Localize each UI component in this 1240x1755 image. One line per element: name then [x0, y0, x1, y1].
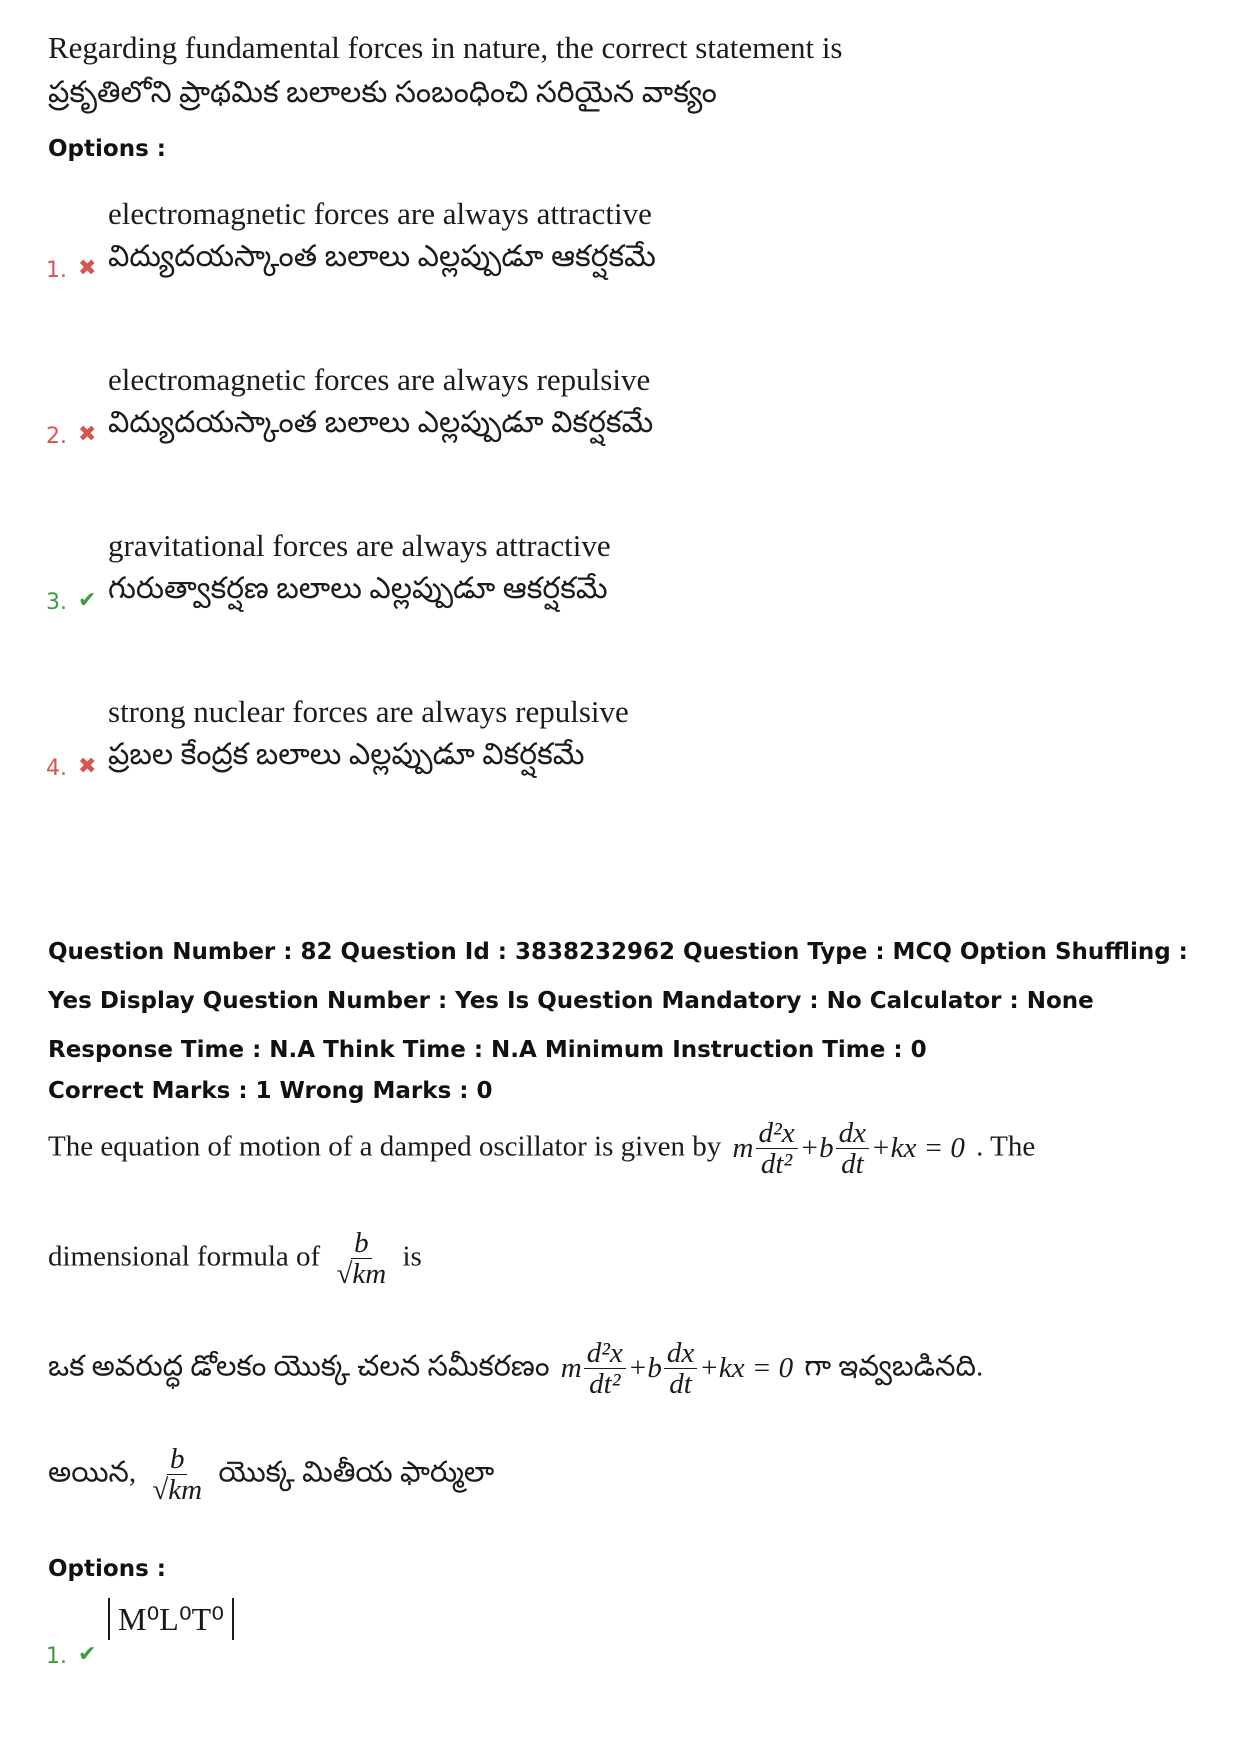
cross-icon: ✖	[78, 754, 97, 779]
option-text-en: electromagnetic forces are always repulsive	[108, 362, 651, 397]
question2-line4	[48, 1444, 494, 1506]
option-text-en: gravitational forces are always attractive	[108, 528, 611, 563]
line4-text: అయిన,	[48, 1456, 137, 1489]
option-text-en: strong nuclear forces are always repulsive	[108, 694, 629, 729]
fraction-b-sqrt-km	[331, 1228, 391, 1290]
question-marks: Correct Marks : 1 Wrong Marks : 0	[48, 1078, 493, 1104]
line3-post: గా ఇవ్వబడినది.	[804, 1350, 984, 1383]
numerator: d²x	[584, 1338, 626, 1369]
question2-line3	[48, 1338, 983, 1400]
line1-text: The equation of motion of a damped oscillator is given by	[48, 1130, 722, 1163]
numerator: dx	[836, 1118, 869, 1149]
option-number: 4.	[46, 756, 67, 781]
fraction	[333, 1228, 389, 1290]
option-text-te: ప్రబల కేంద్రక బలాలు ఎల్లప్పుడూ వికర్షకమే	[108, 738, 585, 771]
cross-icon: ✖	[78, 422, 97, 447]
option-text-te: విద్యుదయస్కాంత బలాలు ఎల్లప్పుడూ వికర్షకమే	[108, 406, 654, 439]
option-number: 1.	[46, 1644, 67, 1669]
option-number: 2.	[46, 424, 67, 449]
eq-tail: +kx = 0	[699, 1352, 794, 1385]
dimension-formula	[108, 1598, 234, 1640]
line4-post: యొక్క మితీయ ఫార్ములా	[218, 1456, 495, 1489]
check-icon: ✔	[78, 1642, 97, 1667]
numerator: d²x	[756, 1118, 798, 1149]
eq-plus-b: +b	[799, 1132, 834, 1165]
line2-post: is	[402, 1240, 422, 1273]
question2-line1	[48, 1118, 1035, 1180]
numerator: b	[351, 1228, 372, 1259]
fraction-b-sqrt-km	[147, 1444, 207, 1506]
check-icon: ✔	[78, 588, 97, 613]
eq-plus-b: +b	[627, 1352, 662, 1385]
option-number: 1.	[46, 258, 67, 283]
question-text-en: Regarding fundamental forces in nature, the correct statement is	[48, 30, 843, 65]
denominator: dt	[841, 1148, 864, 1181]
option-number: 3.	[46, 590, 67, 615]
option-text: M⁰L⁰T⁰	[108, 1598, 234, 1640]
fraction-d2x-dt2	[584, 1338, 626, 1400]
equation-te	[561, 1338, 793, 1400]
numerator: b	[167, 1444, 188, 1475]
question-text-te: ప్రకృతిలోని ప్రాథమిక బలాలకు సంబంధించి సరియైన వాక్యం	[48, 76, 717, 109]
denominator: dt	[669, 1368, 692, 1401]
denominator: dt²	[589, 1368, 621, 1401]
cross-icon: ✖	[78, 256, 97, 281]
options-label-2: Options :	[48, 1556, 166, 1582]
option-text-te: విద్యుదయస్కాంత బలాలు ఎల్లప్పుడూ ఆకర్షకమే	[108, 240, 656, 273]
line2-text: dimensional formula of	[48, 1240, 321, 1273]
eq-m: m	[560, 1352, 582, 1385]
denominator: √km	[152, 1474, 203, 1507]
eq-tail: +kx = 0	[871, 1132, 965, 1165]
line3-text: ఒక అవరుద్ధ డోలకం యొక్క చలన సమీకరణం	[48, 1350, 550, 1383]
line1-post: . The	[976, 1130, 1036, 1163]
fraction-dx-dt	[664, 1338, 697, 1400]
fraction	[149, 1444, 205, 1506]
eq-m: m	[732, 1132, 754, 1165]
numerator: dx	[664, 1338, 697, 1369]
question2-line2	[48, 1228, 422, 1290]
denominator: dt²	[760, 1148, 793, 1181]
fraction-dx-dt	[836, 1118, 869, 1180]
denominator: √km	[336, 1258, 387, 1291]
option-text-te: గురుత్వాకర్షణ బలాలు ఎల్లప్పుడూ ఆకర్షకమే	[108, 572, 608, 605]
option-text-en: electromagnetic forces are always attractive	[108, 196, 652, 231]
options-label: Options :	[48, 136, 166, 162]
question-meta: Question Number : 82 Question Id : 3838232962 Question Type : MCQ Option Shuffling : Yes Display Question Number : Yes Is Question Mandatory : No Calculator : None Response Time : N.A Think Time : N.A Minimum Instruction Time : 0	[48, 939, 1188, 1063]
fraction-d2x-dt2	[756, 1118, 798, 1180]
equation	[733, 1118, 965, 1180]
